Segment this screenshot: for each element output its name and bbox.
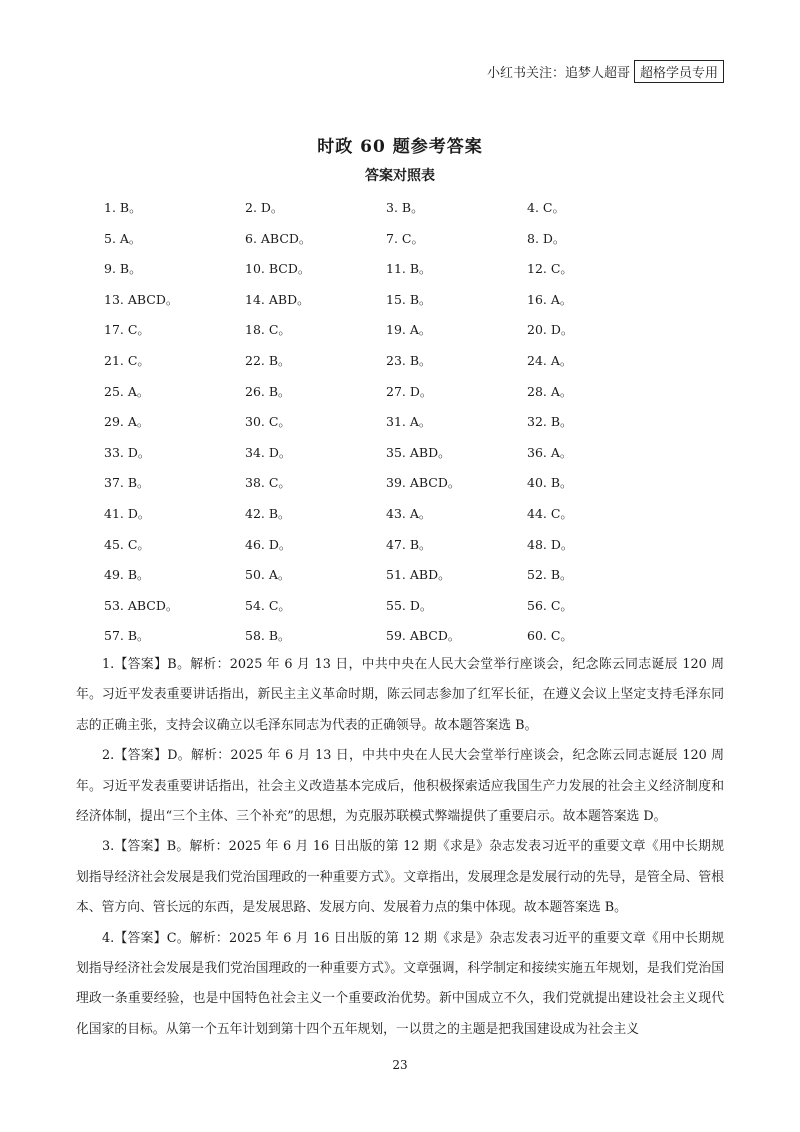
answer-cell: 41. D。	[104, 505, 151, 521]
answer-cell: 11. B。	[386, 261, 432, 277]
answer-cell: 22. B。	[245, 352, 291, 368]
answer-cell: 39. ABCD。	[386, 475, 461, 491]
answer-cell: 7. C。	[386, 230, 424, 246]
answer-cell: 5. A。	[104, 230, 142, 246]
answer-cell: 31. A。	[386, 414, 432, 430]
answer-cell: 19. A。	[386, 322, 432, 338]
answer-cell: 52. B。	[527, 567, 573, 583]
answer-cell: 3. B。	[386, 200, 424, 215]
answer-cell: 6. ABCD。	[245, 230, 312, 246]
answer-cell: 12. C。	[527, 261, 573, 277]
answer-cell: 45. C。	[104, 536, 150, 552]
answer-cell: 17. C。	[104, 322, 150, 338]
answer-cell: 40. B。	[527, 475, 573, 491]
section-subtitle: 答案对照表	[365, 168, 435, 184]
answer-cell: 53. ABCD。	[104, 597, 179, 613]
answer-cell: 60. C。	[527, 628, 573, 644]
answer-cell: 49. B。	[104, 567, 150, 583]
answer-cell: 15. B。	[386, 291, 432, 307]
answer-cell: 24. A。	[527, 352, 573, 368]
answer-cell: 4. C。	[527, 200, 565, 215]
answer-cell: 54. C。	[245, 597, 291, 613]
answer-cell: 36. A。	[527, 444, 573, 460]
answer-cell: 37. B。	[104, 475, 150, 491]
answer-cell: 27. D。	[386, 383, 433, 399]
answer-cell: 35. ABD。	[386, 444, 451, 460]
explanation-paragraph: 3.【答案】B。解析：2025 年 6 月 16 日出版的第 12 期《求是》杂志发表习近平的重要文章《用中长期规划指导经济社会发展是我们党治国理政的一种重要方式》。文章指出，发展理念是发展行动的先导，是管全局、管根本、管方向、管长远的东西，是发展思路、发展方向、发展着力点的集中体现。故本题答案选 B。	[76, 839, 724, 916]
answer-cell: 58. B。	[245, 628, 291, 644]
answer-cell: 51. ABD。	[386, 567, 451, 583]
answer-cell: 21. C。	[104, 352, 150, 368]
answer-cell: 55. D。	[386, 597, 433, 613]
page-number: 23	[392, 1058, 408, 1072]
answer-cell: 59. ABCD。	[386, 628, 461, 644]
answer-cell: 50. A。	[245, 567, 291, 583]
answer-cell: 44. C。	[527, 505, 573, 521]
answer-table	[104, 200, 624, 659]
answer-cell: 8. D。	[527, 230, 566, 246]
answer-cell: 25. A。	[104, 383, 150, 399]
page-title: 时政 60 题参考答案	[317, 137, 483, 157]
answer-cell: 28. A。	[527, 383, 573, 399]
header-text: 小红书关注：追梦人超哥	[486, 66, 630, 81]
answer-cell: 34. D。	[245, 444, 292, 460]
answer-cell: 56. C。	[527, 597, 573, 613]
explanation-paragraph: 1.【答案】B。解析：2025 年 6 月 13 日，中共中央在人民大会堂举行座谈会，纪念陈云同志诞辰 120 周年。习近平发表重要讲话指出，新民主主义革命时期，陈云同志参加了红军长征，在遵义会议上坚定支持毛泽东同志的正确主张，支持会议确立以毛泽东同志为代表的正确领导。故本题答案选 B。	[76, 657, 724, 733]
answer-cell: 48. D。	[527, 536, 574, 552]
explanation-paragraph: 4.【答案】C。解析：2025 年 6 月 16 日出版的第 12 期《求是》杂志发表习近平的重要文章《用中长期规划指导经济社会发展是我们党治国理政的一种重要方式》。文章强调，科学制定和接续实施五年规划，是我们党治国理政一条重要经验，也是中国特色社会主义一个重要政治优势。新中国成立不久，我们党就提出建设社会主义现代化国家的目标。从第一个五年计划到第十四个五年规划，一以贯之的主题是把我国建设成为社会主义	[76, 930, 724, 1037]
explanation-paragraph: 2.【答案】D。解析：2025 年 6 月 13 日，中共中央在人民大会堂举行座谈会，纪念陈云同志诞辰 120 周年。习近平发表重要讲话指出，社会主义改造基本完成后，他积极探索适应我国生产力发展的社会主义经济制度和经济体制，提出“三个主体、三个补充”的思想，为克服苏联模式弊端提供了重要启示。故本题答案选 D。	[76, 748, 724, 825]
answer-cell: 18. C。	[245, 322, 291, 338]
answer-cell: 26. B。	[245, 383, 291, 399]
answer-cell: 9. B。	[104, 261, 142, 277]
answer-cell: 1. B。	[104, 200, 142, 215]
explanation-section	[76, 650, 724, 1045]
answer-cell: 43. A。	[386, 505, 432, 521]
answer-cell: 46. D。	[245, 536, 292, 552]
answer-cell: 33. D。	[104, 444, 151, 460]
answer-cell: 20. D。	[527, 322, 574, 338]
answer-cell: 10. BCD。	[245, 261, 311, 277]
header-badge: 超格学员专用	[634, 60, 724, 83]
answer-cell: 23. B。	[386, 352, 432, 368]
answer-cell: 47. B。	[386, 536, 432, 552]
page-header	[487, 60, 724, 83]
answer-cell: 38. C。	[245, 475, 291, 491]
answer-cell: 2. D。	[245, 200, 284, 215]
answer-cell: 29. A。	[104, 414, 150, 430]
answer-cell: 57. B。	[104, 628, 150, 644]
answer-cell: 13. ABCD。	[104, 291, 179, 307]
answer-cell: 14. ABD。	[245, 291, 310, 307]
answer-cell: 16. A。	[527, 291, 573, 307]
answer-cell: 42. B。	[245, 505, 291, 521]
answer-cell: 30. C。	[245, 414, 291, 430]
answer-cell: 32. B。	[527, 414, 573, 430]
